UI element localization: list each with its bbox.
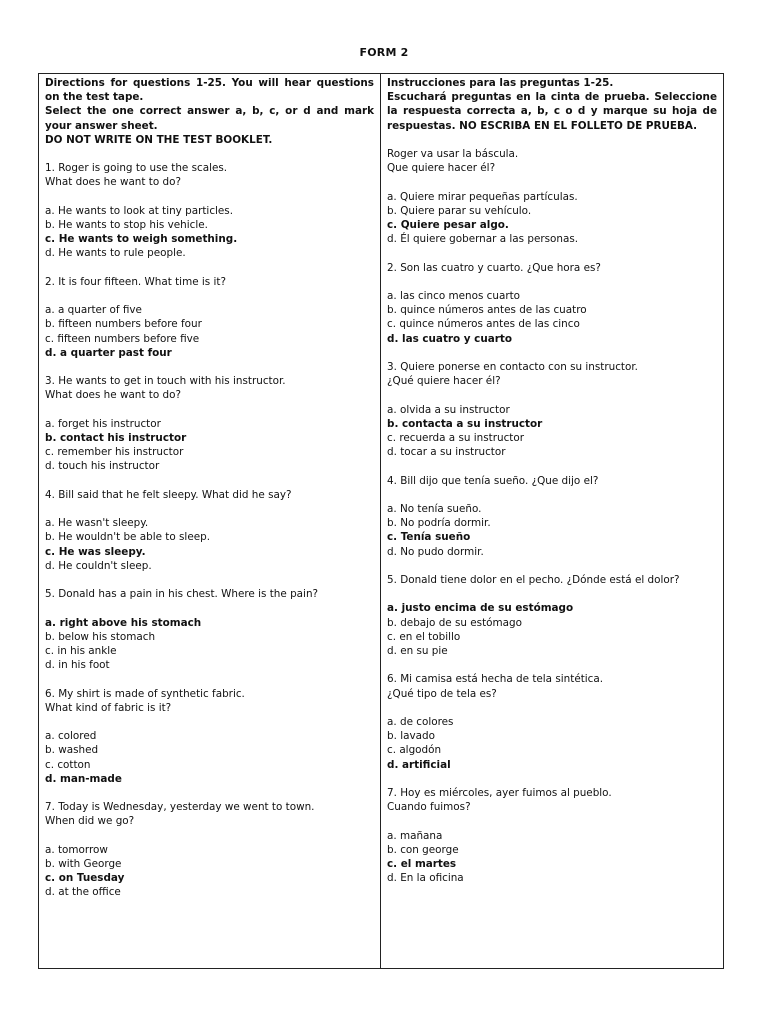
answer-option: c. cotton	[45, 758, 91, 771]
answer-options	[387, 601, 717, 658]
answer-option-correct: c. He wants to weigh something.	[45, 233, 238, 246]
question-block	[45, 488, 374, 573]
answer-option: d. He wants to rule people.	[45, 247, 186, 260]
answer-option-correct: d. man-made	[45, 772, 122, 785]
question-text: 5. Donald tiene dolor en el pecho. ¿Dónde está el dolor?	[387, 573, 680, 586]
question-text: 2. Son las cuatro y cuarto. ¿Que hora es?	[387, 261, 601, 274]
answer-option: a. He wants to look at tiny particles.	[45, 204, 234, 217]
question-text: Roger va usar la báscula.	[387, 148, 519, 160]
question-block	[45, 800, 374, 899]
answer-option: a. Quiere mirar pequeñas partículas.	[387, 190, 578, 203]
answer-option: d. en su pie	[387, 644, 448, 657]
answer-option-correct: d. las cuatro y cuarto	[387, 332, 512, 345]
bilingual-test-table	[38, 73, 724, 969]
answer-options	[387, 190, 717, 247]
question-block	[45, 161, 374, 260]
english-directions	[45, 76, 374, 147]
answer-option: c. recuerda a su instructor	[387, 431, 525, 444]
question-block	[45, 275, 374, 360]
question-text: 6. Mi camisa está hecha de tela sintética.	[387, 673, 604, 686]
question-text: 7. Hoy es miércoles, ayer fuimos al pueblo.	[387, 786, 612, 799]
answer-option: a. No tenía sueño.	[387, 502, 482, 515]
spanish-directions	[387, 76, 717, 133]
answer-option: a. He wasn't sleepy.	[45, 517, 149, 530]
form-title: FORM 2	[359, 46, 409, 59]
spanish-questions	[387, 147, 717, 885]
answer-option: a. las cinco menos cuarto	[387, 289, 521, 302]
question-text: What does he want to do?	[45, 389, 181, 402]
answer-options	[387, 289, 717, 346]
answer-option: d. He couldn't sleep.	[45, 559, 152, 572]
directions-line: DO NOT WRITE ON THE TEST BOOKLET.	[45, 133, 273, 146]
answer-option: c. en el tobillo	[387, 630, 461, 643]
question-text: What kind of fabric is it?	[45, 701, 172, 714]
answer-options	[45, 616, 374, 673]
answer-options	[45, 303, 374, 360]
answer-option: c. quince números antes de las cinco	[387, 318, 580, 331]
question-block	[45, 374, 374, 473]
answer-option: b. He wouldn't be able to sleep.	[45, 531, 211, 544]
answer-option: a. tomorrow	[45, 843, 108, 856]
question-text: 3. He wants to get in touch with his instructor.	[45, 375, 286, 388]
question-block	[387, 147, 717, 246]
answer-option: b. lavado	[387, 730, 435, 743]
answer-options	[387, 829, 717, 886]
spanish-column	[381, 74, 723, 968]
answer-option: b. debajo de su estómago	[387, 616, 522, 629]
directions-line: Select the one correct answer a, b, c, or d and mark	[45, 105, 374, 118]
question-block	[45, 587, 374, 672]
directions-line: on the test tape.	[45, 91, 144, 104]
question-text: 4. Bill dijo que tenía sueño. ¿Que dijo el?	[387, 474, 599, 487]
answer-option: b. He wants to stop his vehicle.	[45, 219, 208, 231]
answer-option: b. No podría dormir.	[387, 517, 491, 530]
question-block	[387, 672, 717, 771]
answer-option-correct: c. Tenía sueño	[387, 531, 471, 544]
answer-option: d. En la oficina	[387, 872, 464, 885]
question-text: 6. My shirt is made of synthetic fabric.	[45, 687, 245, 700]
answer-option: a. mañana	[387, 829, 443, 842]
question-block	[45, 687, 374, 786]
directions-line: Escuchará preguntas en la cinta de prueba. Seleccione	[387, 91, 717, 104]
directions-line: Directions for questions 1-25. You will hear questions	[45, 77, 374, 89]
answer-option-correct: c. on Tuesday	[45, 872, 125, 885]
answer-options	[387, 502, 717, 559]
question-text: What does he want to do?	[45, 176, 181, 189]
question-block	[387, 474, 717, 559]
answer-options	[45, 204, 374, 261]
answer-options	[45, 516, 374, 573]
question-text: ¿Qué quiere hacer él?	[387, 375, 501, 388]
answer-option: d. tocar a su instructor	[387, 446, 506, 459]
answer-option: b. Quiere parar su vehículo.	[387, 204, 532, 217]
question-block	[387, 786, 717, 885]
answer-option: c. algodón	[387, 744, 442, 757]
question-text: 5. Donald has a pain in his chest. Where is the pain?	[45, 588, 319, 601]
question-text: Cuando fuimos?	[387, 801, 471, 814]
answer-option: b. con george	[387, 843, 459, 856]
answer-option-correct: c. Quiere pesar algo.	[387, 219, 509, 231]
directions-line: respuestas. NO ESCRIBA EN EL FOLLETO DE PRUEBA.	[387, 119, 698, 132]
answer-option-correct: d. artificial	[387, 758, 451, 771]
question-block	[387, 261, 717, 346]
question-text: ¿Qué tipo de tela es?	[387, 687, 497, 700]
answer-option: d. touch his instructor	[45, 460, 160, 473]
answer-options	[45, 417, 374, 474]
answer-option-correct: c. el martes	[387, 857, 457, 870]
answer-option: c. remember his instructor	[45, 446, 184, 459]
answer-option-correct: b. contacta a su instructor	[387, 417, 543, 430]
answer-option: b. below his stomach	[45, 630, 156, 643]
answer-options	[45, 729, 374, 786]
answer-option: d. at the office	[45, 886, 121, 899]
answer-option-correct: b. contact his instructor	[45, 431, 187, 444]
answer-option: d. Él quiere gobernar a las personas.	[387, 233, 579, 246]
answer-option: a. colored	[45, 730, 97, 743]
answer-option: c. in his ankle	[45, 644, 117, 657]
answer-options	[45, 843, 374, 900]
answer-option: b. washed	[45, 744, 99, 757]
directions-line: la respuesta correcta a, b, c o d y marque su hoja de	[387, 105, 717, 118]
question-text: Que quiere hacer él?	[387, 162, 496, 175]
answer-options	[387, 715, 717, 772]
answer-option: a. de colores	[387, 715, 454, 728]
answer-option: b. with George	[45, 857, 122, 870]
answer-option: a. a quarter of five	[45, 304, 142, 317]
answer-option: a. forget his instructor	[45, 417, 161, 430]
answer-option-correct: c. He was sleepy.	[45, 545, 146, 558]
answer-option: a. olvida a su instructor	[387, 403, 510, 416]
question-text: 7. Today is Wednesday, yesterday we went to town.	[45, 801, 315, 814]
answer-option-correct: a. justo encima de su estómago	[387, 602, 574, 615]
answer-option: b. quince números antes de las cuatro	[387, 304, 587, 317]
answer-option: d. in his foot	[45, 659, 110, 672]
english-column	[39, 74, 381, 968]
answer-option: d. No pudo dormir.	[387, 545, 484, 558]
answer-options	[387, 403, 717, 460]
question-block	[387, 573, 717, 658]
question-text: 1. Roger is going to use the scales.	[45, 162, 228, 175]
answer-option: c. fifteen numbers before five	[45, 332, 200, 345]
question-text: 3. Quiere ponerse en contacto con su instructor.	[387, 360, 638, 373]
english-questions	[45, 161, 374, 899]
question-text: 4. Bill said that he felt sleepy. What did he say?	[45, 488, 292, 501]
answer-option: b. fifteen numbers before four	[45, 318, 202, 331]
question-text: When did we go?	[45, 815, 135, 828]
directions-line: your answer sheet.	[45, 119, 158, 132]
question-text: 2. It is four fifteen. What time is it?	[45, 275, 226, 288]
answer-option-correct: d. a quarter past four	[45, 346, 172, 359]
question-block	[387, 360, 717, 459]
answer-option-correct: a. right above his stomach	[45, 616, 202, 629]
directions-line: Instrucciones para las preguntas 1-25.	[387, 77, 614, 89]
